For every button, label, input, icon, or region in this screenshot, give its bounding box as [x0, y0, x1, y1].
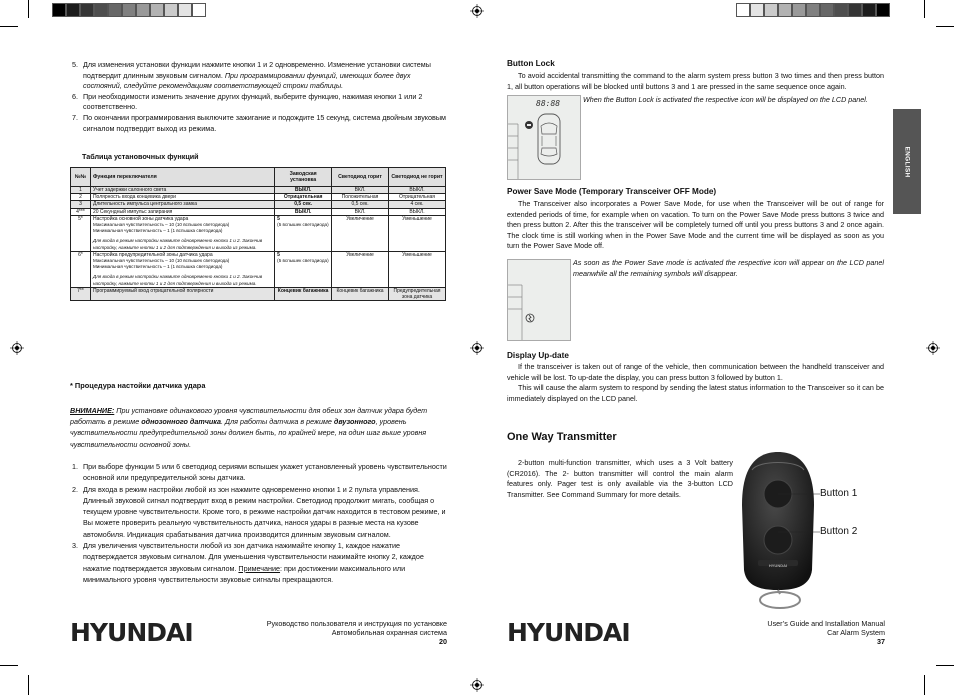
cell-led-on: Увеличение: [332, 215, 389, 251]
list-number: 3.: [72, 541, 78, 551]
table-row: [71, 194, 446, 201]
setup-note: Для входа в режим настройки нажмите одновременно кнопки 1 и 2. Закончив настройку, нажмите кнопки 1 и 2 для подтверждения и выхода из режима.: [92, 274, 263, 286]
lcd-panel-power: [507, 259, 571, 341]
warning-text: При установке одинакового уровня чувствительности для обеих зон датчик удара будет работать в режиме: [70, 406, 428, 427]
list-number: 1.: [72, 462, 78, 471]
cell-led-off: Уменьшение: [389, 251, 446, 287]
cell-led-on: Положительная: [332, 194, 389, 201]
footer-line: User’s Guide and Installation Manual: [767, 619, 885, 628]
paragraph: If the transceiver is taken out of range of the vehicle, then communication between the handheld transceiver and vehicle will be lost. To up-date the display, you can press button 3 followed by button 1.: [507, 362, 884, 382]
min-sensitivity: Минимальная чувствительность – 1 (1 вспышка светодиода): [92, 264, 223, 270]
procedure-steps: [72, 461, 448, 585]
factory-value: 5: [277, 251, 280, 258]
crop-mark: [936, 26, 954, 27]
one-way-body: 2-button multi-function transmitter, which uses a 3 Volt battery (CR2016). The 2- button transmitter will control the main alarm features only. Pager test is only available via the 3-button LCD Transmitter. See Command Summary for more details.: [507, 458, 733, 499]
min-sensitivity: Минимальная чувствительность – 1 (1 вспышка светодиода): [92, 228, 223, 234]
section-title-one-way: One Way Transmitter: [507, 431, 617, 443]
footer-line: Автомобильная охранная система: [331, 628, 447, 637]
button-1-label: Button 1: [820, 488, 858, 499]
cell-led-off: Предупредительная зона датчика: [389, 287, 446, 300]
cell-function: Учет задержки салонного света: [90, 187, 274, 194]
cell-led-on: Концевик багажника: [332, 287, 389, 300]
crop-mark: [0, 26, 18, 27]
cell-num: 1: [71, 187, 91, 194]
crop-mark: [0, 665, 18, 666]
registration-mark-icon: [470, 678, 484, 692]
cell-num: 5*: [71, 215, 91, 251]
list-note-label: Примечание: [238, 563, 281, 573]
cell-led-on: ВКЛ.: [332, 208, 389, 215]
cell-num: 2: [71, 194, 91, 201]
warning-paragraph: [70, 405, 448, 450]
setup-note: Для входа в режим настройки нажмите одновременно кнопки 1 и 2. Закончив настройку, нажмите кнопки 1 и 2 для подтверждения и выхода из режима.: [92, 238, 263, 250]
remote-logo: HYUNDAI: [768, 563, 788, 568]
cell-led-off: ВЫКЛ.: [389, 208, 446, 215]
cell-factory: [275, 251, 332, 287]
footer-right: [660, 619, 885, 646]
list-text: : при достижении максимального или минимального уровня чувствительности звуковые сигналы прекращаются.: [83, 563, 406, 584]
list-item: [72, 60, 448, 92]
cell-num: 7**: [71, 287, 91, 300]
cell-led-on: 0,5 сек.: [332, 201, 389, 208]
list-item: [72, 484, 448, 540]
cell-num: 4***: [71, 208, 91, 215]
callout-lines-icon: [772, 488, 822, 538]
list-number: 2.: [72, 484, 78, 494]
crop-mark: [936, 665, 954, 666]
cell-factory: [275, 215, 332, 251]
table-row: [71, 251, 446, 287]
cell-factory: ВЫКЛ.: [275, 208, 332, 215]
cell-function: 20 Секундный импульс запирания: [90, 208, 274, 215]
column-header: №№: [71, 168, 91, 187]
intro-steps: [72, 60, 448, 134]
paragraph: This will cause the alarm system to respond by sending the latest status information to the Transceiver so it can be immediately displayed on the LCD panel.: [507, 383, 884, 403]
list-item: [72, 92, 448, 113]
list-text: Для изменения установки функции нажмите кнопки 1 и 2 одновременно. Изменение установки системы подтвердит длинным звуковым сигналом.: [83, 60, 431, 80]
registration-mark-icon: [470, 341, 484, 355]
registration-mark-icon: [926, 341, 940, 355]
list-number: 6.: [72, 91, 78, 101]
procedure-title: * Процедура настойки датчика удара: [70, 381, 206, 390]
button-lock-note: When the Button Lock is activated the respective icon will be displayed on the LCD panel.: [583, 95, 868, 104]
warning-text: . Для работы датчика в режиме: [221, 417, 334, 427]
cell-factory: ВЫКЛ.: [275, 187, 332, 194]
settings-table: [70, 167, 446, 301]
list-text: Для входа в режим настройки любой из зон нажмите одновременно кнопки 1 и 2 пульта управления. Длинный звуковой сигнал подтвердит вход в режим настройки. Светодиод продолжит мигать, сообщая о текущем уровне чувствительности. Кроме того, в режиме настройки датчик находится в тестовом режиме, и Вы можете проверить реальную чувствительность датчика, нанося удары в разные места на кузове автомобиля. Индикация срабатывания датчика производится длинным звуковым сигналом.: [83, 484, 446, 539]
cell-led-on: Увеличение: [332, 251, 389, 287]
list-text: По окончании программирования выключите зажигание и подождите 15 секунд, система двойным звуковым сигналом подтвердит выход из режима.: [83, 112, 446, 133]
cell-led-on: ВКЛ.: [332, 187, 389, 194]
page-number: 20: [439, 637, 447, 646]
color-bar-right: [736, 3, 890, 17]
footer-left: [216, 619, 447, 646]
registration-mark-icon: [10, 341, 24, 355]
cell-function: Длительность импульса центрального замка: [90, 201, 274, 208]
list-text: При выборе функции 5 или 6 светодиод сериями вспышек укажет установленный уровень чувствительности основной или предупредительной зоны датчика.: [83, 462, 447, 483]
button-lock-body: To avoid accidental transmitting the command to the alarm system press button 3 two times and then press button 1, all button operations will be blocked until buttons 3 and 1 are pressed in the same sequence once again.: [507, 71, 884, 91]
table-header-row: [71, 168, 446, 187]
crop-mark: [28, 675, 29, 695]
list-number: 5.: [72, 60, 78, 69]
car-status-icon: [508, 96, 580, 179]
page-number: 37: [877, 637, 885, 646]
section-title-power-save: Power Save Mode (Temporary Transceiver OFF Mode): [507, 187, 717, 196]
list-item: [72, 461, 448, 484]
footer-line: Car Alarm System: [827, 628, 885, 637]
language-label: ENGLISH: [903, 146, 911, 177]
list-italic: При программировании функций, имеющих более двух состояний, следуйте рекомендациям соответствующей строки таблицы.: [83, 70, 411, 91]
column-header: Функция переключателя: [90, 168, 274, 187]
cell-factory: 0,5 сек.: [275, 201, 332, 208]
cell-function: [90, 251, 274, 287]
warning-bold: двузонного: [333, 417, 376, 427]
table-row: [71, 201, 446, 208]
cell-led-off: 4 сек.: [389, 201, 446, 208]
lcd-clock: 88:88: [536, 99, 561, 108]
warning-label: ВНИМАНИЕ:: [70, 406, 115, 415]
cell-function: [90, 215, 274, 251]
max-sensitivity: Максимальная чувствительность – 10 (10 вспышек светодиода): [92, 222, 230, 228]
lcd-panel-lock: [507, 95, 581, 180]
cell-num: 6*: [71, 251, 91, 287]
cell-num: 3: [71, 201, 91, 208]
column-header: Светодиод горит: [332, 168, 389, 187]
list-item: [72, 113, 448, 134]
cell-led-off: Отрицательная: [389, 194, 446, 201]
hyundai-logo: HYUNDAI: [507, 618, 630, 647]
crop-mark: [924, 0, 925, 18]
column-header: Светодиод не горит: [389, 168, 446, 187]
power-save-note: As soon as the Power Save mode is activated the respective icon will appear on the LCD panel meanwhile all the remaining symbols will disappear.: [573, 258, 884, 278]
table-title: Таблица установочных функций: [82, 152, 199, 161]
cell-led-off: ВЫКЛ.: [389, 187, 446, 194]
power-save-icon: [508, 260, 570, 340]
factory-sub: (5 вспышек светодиода): [277, 258, 329, 264]
function-name: Настройка предупредительной зоны датчика удара: [92, 251, 213, 258]
max-sensitivity: Максимальная чувствительность – 10 (10 вспышек светодиода): [92, 258, 230, 264]
cell-factory: Концевик багажника: [275, 287, 332, 300]
cell-function: Программируемый вход отрицательной полярности: [90, 287, 274, 300]
function-name: Настройка основной зоны датчика удара: [92, 215, 189, 222]
language-tab: [893, 109, 921, 214]
warning-bold: однозонного датчика: [141, 417, 222, 427]
table-row: [71, 208, 446, 215]
cell-function: Полярность входа концевика двери: [90, 194, 274, 201]
list-item: [72, 540, 448, 585]
cell-factory: Отрицательная: [275, 194, 332, 201]
color-bar-left: [52, 3, 206, 17]
list-text: При необходимости изменить значение других функций, выберите функцию, нажимая кнопки 1 или 2 соответственно.: [83, 91, 423, 112]
button-2-label: Button 2: [820, 526, 858, 537]
footer-line: Руководство пользователя и инструкция по установке: [266, 619, 447, 628]
section-title-display-update: Display Up-date: [507, 351, 569, 360]
cell-led-off: Уменьшение: [389, 215, 446, 251]
table-row: [71, 187, 446, 194]
registration-mark-icon: [470, 4, 484, 18]
crop-mark: [924, 675, 925, 695]
power-save-body: The Transceiver also incorporates a Power Save Mode, for use when the Transceiver will be out of range for extended periods of time, for example when on vacation. To turn on the Power Save Mode press buttons 3 twice and then press button 2. After this the transceiver will be completely turned off until you press buttons 3 and 2 once again. The clock time is still working when in the Power Save Mode and the current time will be displayed as soon as you turn the Power Save Mode off.: [507, 199, 884, 251]
section-title-button-lock: Button Lock: [507, 59, 555, 68]
display-update-body: [507, 362, 884, 404]
list-number: 7.: [72, 112, 78, 122]
table-row: [71, 215, 446, 251]
hyundai-logo: HYUNDAI: [70, 618, 193, 647]
crop-mark: [28, 0, 29, 18]
factory-value: 5: [277, 215, 280, 222]
factory-sub: (5 вспышек светодиода): [277, 222, 329, 228]
column-header: Заводская установка: [275, 168, 332, 187]
list-text: Для увеличения чувствительности любой из зон датчика нажимайте кнопку 1, каждое нажатие подтверждается звуковым сигналом. Для уменьшения чувствительности нажимайте кнопку 2, каждое нажатие подтверждается звуковым сигналом.: [83, 541, 424, 573]
warning-text: , уровень чувствительности предупредительной зоны должен быть, по крайней мере, на один шаг выше уровня чувствительности основной зоны.: [70, 417, 427, 449]
table-row: [71, 287, 446, 300]
